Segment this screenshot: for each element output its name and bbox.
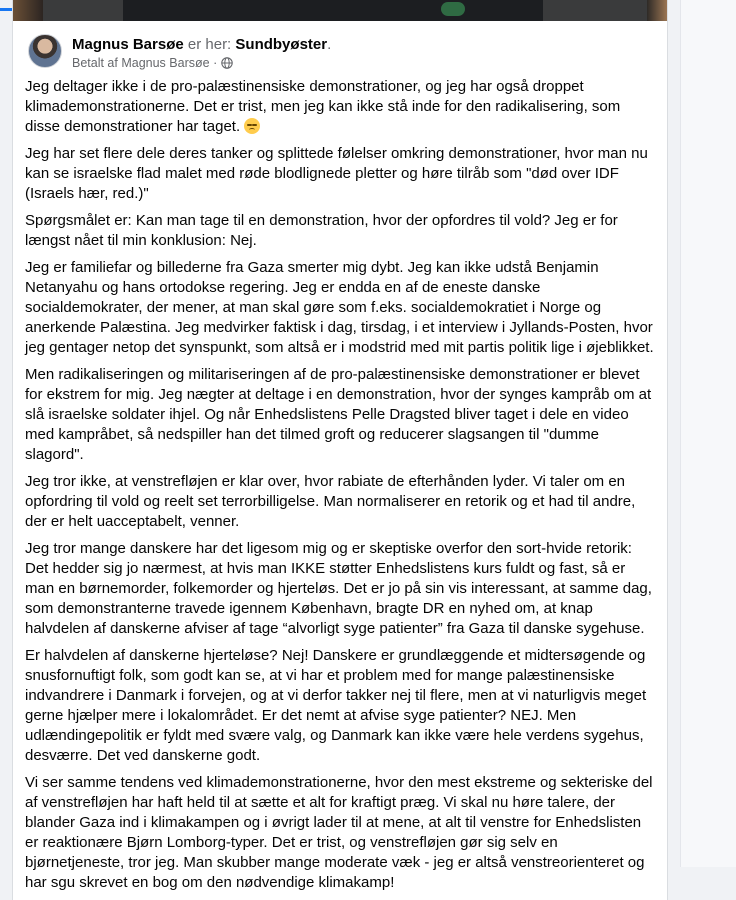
media-edge-right: [647, 0, 667, 21]
paragraph-text: Jeg deltager ikke i de pro-palæstinensiske demonstrationer, og jeg har også droppet klimademonstrationerne. Det er trist, men jeg kan ikke stå inde for den radikalisering, som disse demonstrationer har taget.: [25, 78, 621, 135]
post-media-image[interactable]: [13, 0, 667, 21]
post-paragraph-1: [25, 77, 655, 137]
post-body: [25, 77, 655, 900]
post-paragraph-7: Jeg tror mange danskere har det ligesom mig og er skeptiske overfor den sort-hvide retorik: Det hedder sig jo nærmest, at hvis man IKKE støtter Enhedslistens kurs fuldt og fast, så er man en børnemorder, folkemorder og hjerteløs. Det er jo på sin vis interessant, at samme dag, som demonstranterne travede igennem København, bragte DR en nyhed om, at knap halvdelen af danskerne afviser af tage “alvorligt syge patienter” fra Gaza til danske sygehuse.: [25, 540, 652, 637]
post-paragraph-9: Vi ser samme tendens ved klimademonstrationerne, hvor den mest ekstreme og sekteriske del af venstrefløjen har haft held til at sætte et alt for kraftigt præg. Vi skal nu høre talere, der blander Gaza ind i klimakampen og i øvrigt lader til at mene, at alt til venstre for Enhedslisten er reaktionære Bjørn Lomborg-typer. Det er trist, og venstrefløjen gør sig selv en bjørnetjeneste, tror jeg. Man skubber mange moderate væk - jeg er altså venstreorienteret og har sgu skrevet en bog om den nødvendige klimakamp!: [25, 774, 653, 891]
post-card: [12, 0, 668, 900]
media-green-detail: [441, 2, 465, 16]
media-dark-area: [123, 0, 543, 21]
post-paragraph-3: Spørgsmålet er: Kan man tage til en demonstration, hvor der opfordres til vold? Jeg er for længst nået til min konklusion: Nej.: [25, 212, 618, 249]
post-paragraph-2: Jeg har set flere dele deres tanker og splittede følelser omkring demonstrationer, hvor man nu kan se israelske flad malet med røde blodlignede pletter og høre tilråb som "død over IDF (Israels hær, red.)": [25, 145, 648, 202]
globe-icon[interactable]: [221, 57, 233, 69]
post-paragraph-4: Jeg er familiefar og billederne fra Gaza smerter mig dybt. Jeg kan ikke udstå Benjamin Netanyahu og hans ortodokse regering. Jeg er endda en af de eneste danske socialdemokrater, der mener, at man skal gøre som f.eks. socialdemokratiet i Norge og anerkende Palæstina. Jeg medvirker faktisk i dag, tirsdag, i et interview i Jyllands-Posten, hvor jeg gentager netop det synspunkt, som altså er i modstrid med mit partis politik lige i øjeblikket.: [25, 259, 654, 356]
location-prefix: er her:: [187, 36, 232, 53]
meta-separator: ·: [213, 56, 218, 70]
sponsored-label[interactable]: Betalt af Magnus Barsøe: [72, 56, 210, 70]
location-link[interactable]: Sundbyøster: [235, 36, 328, 53]
disappointed-face-icon: [244, 118, 260, 134]
author-line: [72, 36, 331, 54]
post-paragraph-6: Jeg tror ikke, at venstrefløjen er klar over, hvor rabiate de efterhånden lyder. Vi taler om en opfordring til vold og reelt set terrorbilligelse. Man normaliserer en retorik og et had til andre, der er helt uacceptabelt, venner.: [25, 473, 636, 530]
post-header: [28, 34, 648, 74]
post-paragraph-8: Er halvdelen af danskerne hjerteløse? Nej! Danskere er grundlæggende et midtersøgende og snusfornuftigt folk, som godt kan se, at vi har et problem med for mange palæstinensiske indvandrere i Danmark i forvejen, og at vi derfor takker nej til flere, men at vi naturligvis meget gerne hjælper mere i lokalområdet. Er det nemt at afvise syge patienter? NEJ. Men udlændingepolitik er fyldt med svære valg, og Danmark kan ikke være hele verdens sygehus, desværre. Det ved danskerne godt.: [25, 647, 647, 764]
author-name-link[interactable]: Magnus Barsøe: [72, 36, 184, 53]
post-meta: [72, 55, 233, 71]
author-avatar[interactable]: [28, 34, 62, 68]
right-sidebar: [680, 0, 736, 867]
media-edge-left: [13, 0, 43, 21]
post-paragraph-5: Men radikaliseringen og militariseringen af de pro-palæstinensiske demonstrationer er blevet for ekstrem for mig. Jeg nægter at deltage i en demonstration, hvor der synges kampråb om at slå israelske soldater ihjel. Og når Enhedslistens Pelle Dragsted bliver taget i dele en video med kampråbet, så nedspiller han det tilmed groft og reducerer slagsangen til "dumme slagord".: [25, 366, 652, 463]
location-suffix: .: [327, 36, 332, 53]
